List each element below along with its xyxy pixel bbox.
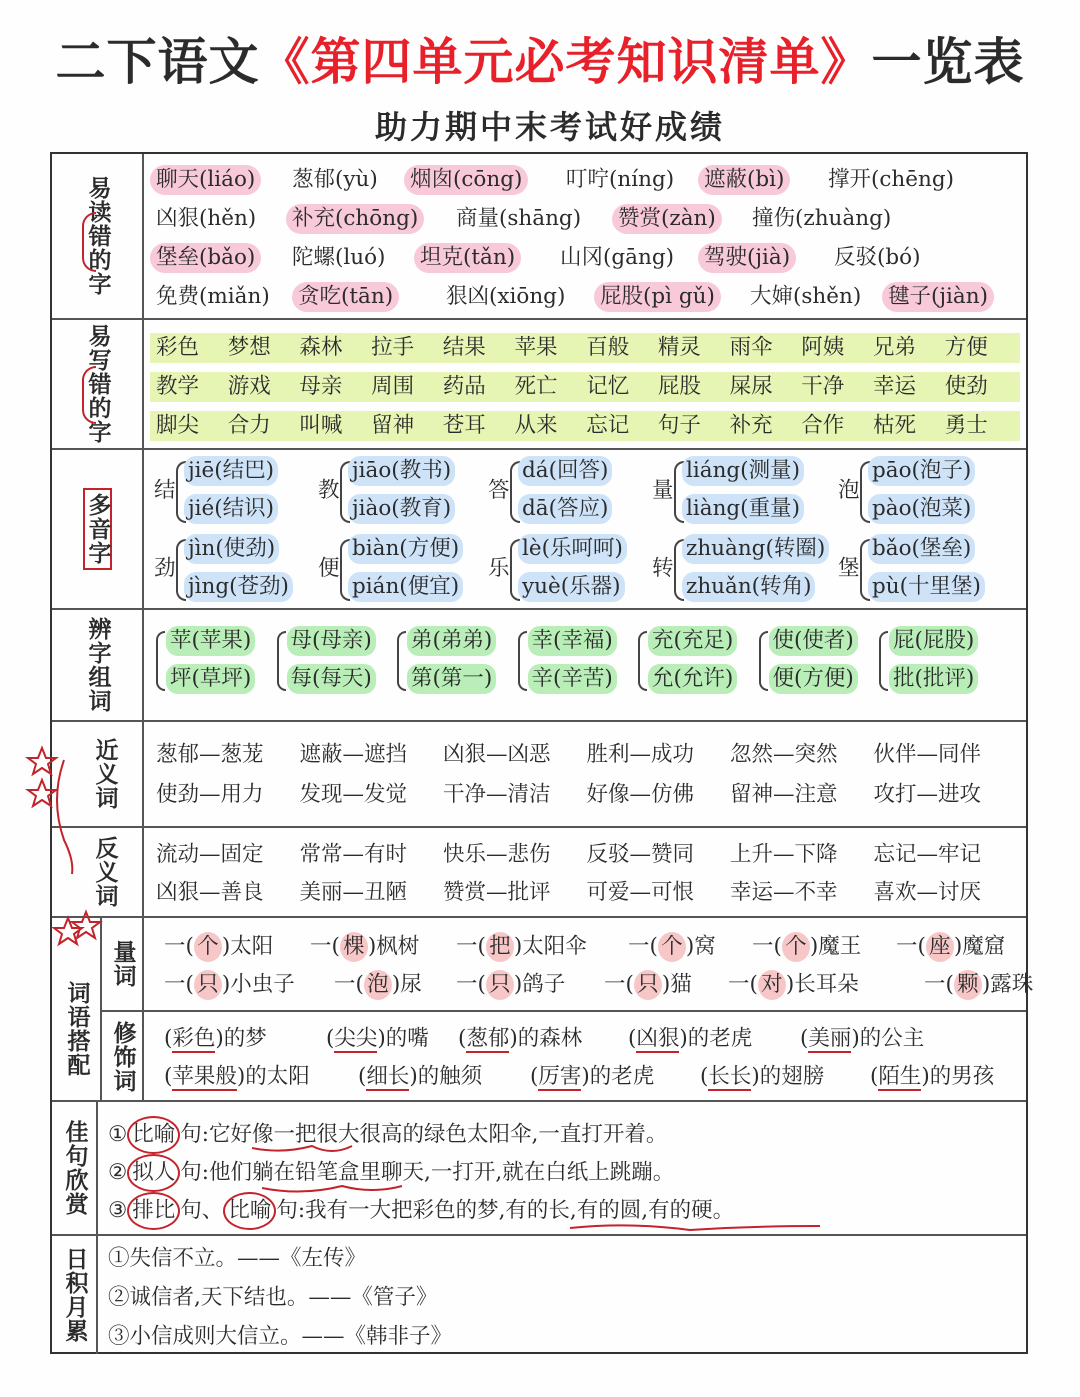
- word-pair: 可爱—可恨: [586, 880, 695, 905]
- sentence-type: 排比: [127, 1192, 180, 1230]
- pair-word-b: 每(每天): [287, 664, 376, 694]
- word-item: 堡垒(bǎo): [150, 243, 261, 273]
- word-item: 山冈(gāng): [560, 245, 674, 270]
- paren-open: (: [870, 1064, 879, 1089]
- modifier-noun: 的老虎: [589, 1064, 655, 1089]
- section-distinguish: [52, 610, 1026, 722]
- word-item: 苹果: [514, 335, 558, 360]
- modifier-phrase: [358, 1062, 482, 1092]
- polyphone-char: 答: [488, 478, 510, 503]
- sub-label: [102, 918, 144, 1010]
- phrase-prefix: 一(: [604, 972, 634, 997]
- modifier-noun: 的梦: [223, 1026, 267, 1051]
- sentence-type: 拟人: [127, 1154, 180, 1192]
- pair-word-b: 批(批评): [889, 664, 978, 694]
- phrase-suffix: )太阳: [221, 934, 274, 959]
- phrase-prefix: 一(: [456, 972, 486, 997]
- measure-phrase: [310, 932, 419, 962]
- word-item: 补充: [729, 413, 773, 438]
- word-pair: 胜利—成功: [586, 742, 695, 767]
- paren-open: (: [700, 1064, 709, 1089]
- label-sentences: 佳句欣赏: [61, 1120, 88, 1216]
- phrase-suffix: )长耳朵: [785, 972, 859, 997]
- reading-a: dá(回答): [518, 456, 612, 486]
- label-antonyms: 反义词: [91, 836, 118, 908]
- word-pair: 留神—注意: [730, 782, 838, 807]
- measure-phrase: [164, 932, 273, 962]
- reading-b: pào(泡菜): [868, 494, 975, 524]
- phrase-prefix: 一(: [456, 934, 486, 959]
- brace-mark: [156, 631, 165, 691]
- brace-mark: [277, 631, 286, 691]
- measure-word: 只: [194, 970, 222, 1000]
- label-distinguish: 辨字组词: [84, 617, 111, 713]
- polyphone-char: 转: [652, 556, 674, 581]
- phrase-prefix: 一(: [752, 934, 782, 959]
- phrase-prefix: 一(: [164, 934, 194, 959]
- polyphone-char: 泡: [838, 478, 860, 503]
- phrase-prefix: 一(: [728, 972, 758, 997]
- pair-word-a: 充(充足): [648, 626, 737, 656]
- word-item: 撑开(chēng): [828, 167, 954, 192]
- word-item: 拉手: [371, 335, 415, 360]
- word-item: 母亲: [299, 374, 343, 399]
- paren-close: ): [409, 1064, 418, 1089]
- modifier-word: 长长: [708, 1064, 752, 1089]
- word-pair: 快乐—悲伤: [443, 842, 551, 867]
- word-item: 药品: [442, 374, 486, 399]
- word-pair: 凶狠—善良: [156, 880, 264, 905]
- reading-b: jìng(苍劲): [184, 572, 293, 602]
- word-item: 合作: [801, 413, 845, 438]
- modifier-noun: 的嘴: [385, 1026, 429, 1051]
- word-pair: 发现—发觉: [299, 782, 408, 807]
- knowledge-table: [50, 152, 1034, 1354]
- reading-a: biàn(方便): [348, 534, 463, 564]
- section-label: [52, 610, 144, 720]
- word-item: 雨伞: [729, 335, 773, 360]
- reading-b: zhuǎn(转角): [682, 572, 815, 602]
- modifier-noun: 的翅膀: [759, 1064, 825, 1089]
- measure-phrase: [604, 970, 692, 1000]
- phrase-suffix: )窝: [685, 934, 716, 959]
- modifier-word: 美丽: [808, 1026, 852, 1051]
- word-item: 结果: [442, 335, 486, 360]
- paren-close: ): [851, 1026, 860, 1051]
- brace-mark: [759, 631, 768, 691]
- pair-word-a: 母(母亲): [287, 626, 376, 656]
- paren-close: ): [679, 1026, 688, 1051]
- word-item: 方便: [944, 335, 988, 360]
- word-item: 忘记: [586, 413, 630, 438]
- word-pair: 美丽—丑陋: [299, 880, 408, 905]
- sentence-text: 句:它好像一把很大很高的绿色太阳伞,一直打开着。: [180, 1122, 668, 1147]
- red-bracket-mark: [82, 366, 96, 424]
- sub-label: [102, 1012, 144, 1102]
- word-pair: 忘记—牢记: [873, 842, 982, 867]
- word-pair: 凶狠—凶恶: [443, 742, 551, 767]
- pair-word-a: 幸(幸福): [528, 626, 617, 656]
- word-item: 毽子(jiàn): [882, 282, 994, 312]
- modifier-phrase: [800, 1024, 924, 1054]
- brace-mark: [518, 631, 527, 691]
- word-item: 撞伤(zhuàng): [752, 206, 892, 231]
- modifier-subsection: [102, 1012, 1026, 1102]
- sentence-text: 句:我有一大把彩色的梦,有的长,有的圆,有的硬。: [276, 1198, 735, 1223]
- word-item: 遮蔽(bì): [698, 165, 790, 195]
- page-title: [0, 22, 1080, 94]
- modifier-phrase: [530, 1062, 654, 1092]
- label-easy-write: 易写错的字: [84, 324, 111, 444]
- word-pair: 赞赏—批评: [443, 880, 551, 905]
- paren-close: ): [377, 1026, 386, 1051]
- phrase-prefix: 一(: [896, 934, 926, 959]
- sentence-num: ①: [108, 1122, 128, 1147]
- measure-word: 对: [758, 970, 786, 1000]
- word-item: 陀螺(luó): [292, 245, 386, 270]
- word-item: 叮咛(níng): [566, 167, 675, 192]
- modifier-noun: 的触须: [417, 1064, 483, 1089]
- phrase-prefix: 一(: [628, 934, 658, 959]
- reading-a: jiē(结巴): [184, 456, 278, 486]
- word-item: 贪吃(tān): [292, 282, 399, 312]
- word-pair: 常常—有时: [299, 842, 408, 867]
- word-item: 干净: [801, 374, 845, 399]
- measure-word: 座: [926, 932, 954, 962]
- reading-a: zhuàng(转圈): [682, 534, 829, 564]
- label-accumulate: 日积月累: [61, 1247, 88, 1343]
- brace-mark: [879, 631, 888, 691]
- pair-word-b: 便(方便): [769, 664, 858, 694]
- word-item: 从来: [514, 413, 558, 438]
- sentence-num: ②: [108, 1160, 128, 1185]
- modifier-phrase: [164, 1024, 267, 1054]
- modifier-noun: 的老虎: [687, 1026, 753, 1051]
- brace-mark: [638, 631, 647, 691]
- phrase-suffix: )太阳伞: [513, 934, 587, 959]
- phrase-suffix: )尿: [391, 972, 422, 997]
- word-item: 阿姨: [801, 335, 845, 360]
- paren-open: (: [164, 1064, 173, 1089]
- reading-a: bǎo(堡垒): [868, 534, 975, 564]
- modifier-word: 细长: [366, 1064, 410, 1089]
- word-item: 森林: [299, 335, 343, 360]
- label-modifier: 修饰词: [109, 1021, 136, 1093]
- modifier-phrase: [458, 1024, 582, 1054]
- label-measure: 量词: [109, 940, 136, 988]
- phrase-prefix: 一(: [334, 972, 364, 997]
- pair-word-b: 第(第一): [407, 664, 496, 694]
- sentence-type: 比喻: [127, 1116, 180, 1154]
- quote-item: ③小信成则大信立。——《韩非子》: [108, 1324, 453, 1349]
- polyphone-char: 量: [652, 478, 674, 503]
- word-pair: 干净—清洁: [443, 782, 551, 807]
- phrase-suffix: )魔窟: [953, 934, 1006, 959]
- measure-word: 个: [658, 932, 686, 962]
- label-collocation: 词语搭配: [63, 981, 90, 1077]
- section-easy-write: [52, 320, 1026, 450]
- title-main: 二下语文: [55, 33, 260, 91]
- phrase-suffix: )猫: [661, 972, 692, 997]
- measure-word: 颗: [954, 970, 982, 1000]
- modifier-word: 厉害: [538, 1064, 582, 1089]
- word-pair: 遮蔽—遮挡: [299, 742, 408, 767]
- paren-open: (: [530, 1064, 539, 1089]
- star-marks-icon: [24, 740, 104, 960]
- phrase-prefix: 一(: [164, 972, 194, 997]
- word-item: 驾驶(jià): [698, 243, 796, 273]
- reading-b: jiào(教育): [348, 494, 455, 524]
- word-item: 幸运: [873, 374, 917, 399]
- phrase-suffix: )鸽子: [513, 972, 566, 997]
- word-pair: 反驳—赞同: [586, 842, 695, 867]
- handwritten-underline-marks: [252, 1142, 842, 1242]
- modifier-phrase: [326, 1024, 429, 1054]
- word-item: 勇士: [944, 413, 988, 438]
- measure-word: 个: [194, 932, 222, 962]
- modifier-phrase: [628, 1024, 752, 1054]
- word-pair: 伙伴—同伴: [873, 742, 982, 767]
- measure-phrase: [456, 970, 565, 1000]
- reading-b: liàng(重量): [682, 494, 804, 524]
- phrase-prefix: 一(: [924, 972, 954, 997]
- sentence-type: 比喻: [223, 1192, 276, 1230]
- reading-b: jié(结识): [184, 494, 278, 524]
- reading-a: lè(乐呵呵): [518, 534, 627, 564]
- pair-word-a: 弟(弟弟): [407, 626, 496, 656]
- word-pair: 使劲—用力: [156, 782, 264, 807]
- word-item: 留神: [371, 413, 415, 438]
- label-easy-read: 易读错的字: [84, 176, 111, 296]
- paren-open: (: [326, 1026, 335, 1051]
- word-item: 屎尿: [729, 374, 773, 399]
- measure-phrase: [752, 932, 861, 962]
- word-item: 狠凶(xiōng): [446, 284, 566, 309]
- paren-open: (: [164, 1026, 173, 1051]
- polyphone-char: 便: [318, 556, 340, 581]
- modifier-phrase: [700, 1062, 824, 1092]
- word-item: 免费(miǎn): [156, 284, 270, 309]
- modifier-word: 苹果般: [172, 1064, 237, 1089]
- page-subtitle: 助力期中末考试好成绩: [374, 108, 725, 146]
- paren-close: ): [921, 1064, 930, 1089]
- measure-phrase: [728, 970, 859, 1000]
- paren-open: (: [358, 1064, 367, 1089]
- polyphone-char: 结: [154, 478, 176, 503]
- paren-close: ): [236, 1064, 246, 1089]
- word-item: 兄弟: [873, 335, 917, 360]
- polyphone-char: 堡: [838, 556, 860, 581]
- phrase-suffix: )小虫子: [221, 972, 295, 997]
- reading-b: dā(答应): [518, 494, 612, 524]
- word-item: 精灵: [657, 335, 701, 360]
- phrase-suffix: )枫树: [367, 934, 420, 959]
- section-synonyms: [52, 722, 1026, 828]
- section-polyphone: [52, 450, 1026, 610]
- measure-phrase: [456, 932, 587, 962]
- modifier-word: 陌生: [878, 1064, 922, 1089]
- pair-word-b: 坪(草坪): [166, 664, 255, 694]
- paren-close: ): [581, 1064, 590, 1089]
- measure-subsection: [102, 918, 1034, 1012]
- word-item: 百般: [586, 335, 630, 360]
- word-pair: 忽然—突然: [730, 742, 838, 767]
- word-item: 大婶(shěn): [750, 284, 862, 309]
- measure-word: 只: [486, 970, 514, 1000]
- modifier-noun: 的男孩: [929, 1064, 995, 1089]
- word-pair: 喜欢—讨厌: [873, 880, 982, 905]
- sentence-text: 句、: [180, 1198, 224, 1223]
- sentence-text: 句:他们躺在铅笔盒里聊天,一打开,就在白纸上跳蹦。: [180, 1160, 675, 1185]
- quote-item: ②诚信者,天下结也。——《管子》: [108, 1285, 438, 1310]
- pair-word-a: 苹(苹果): [166, 626, 255, 656]
- word-item: 教学: [156, 374, 200, 399]
- phrase-suffix: )魔王: [809, 934, 862, 959]
- measure-phrase: [924, 970, 1033, 1000]
- modifier-word: 彩色: [172, 1026, 216, 1051]
- word-item: 使劲: [944, 374, 988, 399]
- word-item: 周围: [371, 374, 415, 399]
- measure-phrase: [334, 970, 422, 1000]
- reading-b: pù(十里堡): [868, 572, 985, 602]
- pair-word-a: 屁(屁股): [889, 626, 978, 656]
- word-item: 死亡: [514, 374, 558, 399]
- phrase-suffix: )露珠: [981, 972, 1034, 997]
- word-pair: 葱郁—葱茏: [156, 742, 264, 767]
- word-item: 屁股: [657, 374, 701, 399]
- title-highlight: 《第四单元必考知识清单》: [259, 33, 872, 91]
- phrase-prefix: 一(: [310, 934, 340, 959]
- modifier-noun: 的公主: [859, 1026, 925, 1051]
- word-pair: 流动—固定: [156, 842, 264, 867]
- measure-word: 泡: [364, 970, 392, 1000]
- polyphone-char: 劲: [154, 556, 176, 581]
- word-item: 坦克(tǎn): [414, 243, 521, 273]
- word-item: 合力: [227, 413, 271, 438]
- word-item: 苍耳: [442, 413, 486, 438]
- word-item: 梦想: [227, 335, 271, 360]
- word-item: 脚尖: [156, 413, 200, 438]
- red-bracket-mark: [82, 212, 96, 272]
- reading-a: pāo(泡子): [868, 456, 975, 486]
- word-item: 游戏: [227, 374, 271, 399]
- word-item: 商量(shāng): [456, 206, 582, 231]
- section-collocation: [52, 918, 1034, 1102]
- reading-a: jiāo(教书): [348, 456, 455, 486]
- paren-open: (: [628, 1026, 637, 1051]
- paren-close: ): [509, 1026, 518, 1051]
- measure-word: 只: [634, 970, 662, 1000]
- reading-a: liáng(测量): [682, 456, 804, 486]
- section-sentences: [52, 1102, 1026, 1236]
- section-label: [52, 1236, 98, 1354]
- section-label: [52, 154, 144, 318]
- quote-item: ①失信不立。——《左传》: [108, 1246, 367, 1271]
- word-item: 记忆: [586, 374, 630, 399]
- paren-open: (: [458, 1026, 467, 1051]
- measure-word: 把: [486, 932, 514, 962]
- section-accumulate: [52, 1236, 1026, 1354]
- word-item: 句子: [657, 413, 701, 438]
- section-antonyms: [52, 828, 1026, 918]
- modifier-word: 尖尖: [334, 1026, 378, 1051]
- word-item: 反驳(bó): [834, 245, 921, 270]
- word-pair: 上升—下降: [730, 842, 838, 867]
- word-item: 叫喊: [299, 413, 343, 438]
- section-easy-read: [52, 154, 1026, 320]
- word-item: 葱郁(yù): [292, 167, 378, 192]
- word-item: 凶狠(hěn): [156, 206, 257, 231]
- word-item: 枯死: [873, 413, 917, 438]
- pair-word-a: 使(使者): [769, 626, 858, 656]
- measure-word: 个: [782, 932, 810, 962]
- sentence-num: ③: [108, 1198, 128, 1223]
- section-label: [52, 1102, 98, 1234]
- modifier-phrase: [870, 1062, 994, 1092]
- word-pair: 幸运—不幸: [730, 880, 838, 905]
- measure-phrase: [896, 932, 1005, 962]
- brace-mark: [397, 631, 406, 691]
- label-polyphone: 多音字: [83, 488, 112, 570]
- word-pair: 好像—仿佛: [586, 782, 695, 807]
- modifier-word: 凶狠: [636, 1026, 680, 1051]
- reading-b: yuè(乐器): [518, 572, 625, 602]
- modifier-noun: 的太阳: [245, 1064, 310, 1089]
- section-label: [52, 320, 144, 448]
- word-item: 补充(chōng): [286, 204, 424, 234]
- label-synonyms: 近义词: [91, 738, 118, 810]
- modifier-word: 葱郁: [466, 1026, 510, 1051]
- modifier-noun: 的森林: [517, 1026, 583, 1051]
- word-item: 彩色: [156, 335, 200, 360]
- word-item: 烟囱(cōng): [404, 165, 528, 195]
- title-tail: 一览表: [871, 33, 1025, 91]
- pair-word-b: 辛(辛苦): [528, 664, 617, 694]
- polyphone-char: 教: [318, 478, 340, 503]
- measure-phrase: [164, 970, 295, 1000]
- word-item: 赞赏(zàn): [612, 204, 722, 234]
- word-pair: 攻打—进攻: [873, 782, 982, 807]
- polyphone-char: 乐: [488, 556, 510, 581]
- section-label: [52, 450, 144, 608]
- word-item: 聊天(liáo): [150, 165, 261, 195]
- paren-close: ): [751, 1064, 760, 1089]
- reading-a: jìn(使劲): [184, 534, 279, 564]
- pair-word-b: 允(允许): [648, 664, 737, 694]
- paren-close: ): [215, 1026, 224, 1051]
- word-item: 屁股(pì gǔ): [594, 282, 721, 312]
- reading-b: pián(便宜): [348, 572, 463, 602]
- paren-open: (: [800, 1026, 809, 1051]
- modifier-phrase: [164, 1062, 310, 1092]
- measure-word: 棵: [340, 932, 368, 962]
- measure-phrase: [628, 932, 716, 962]
